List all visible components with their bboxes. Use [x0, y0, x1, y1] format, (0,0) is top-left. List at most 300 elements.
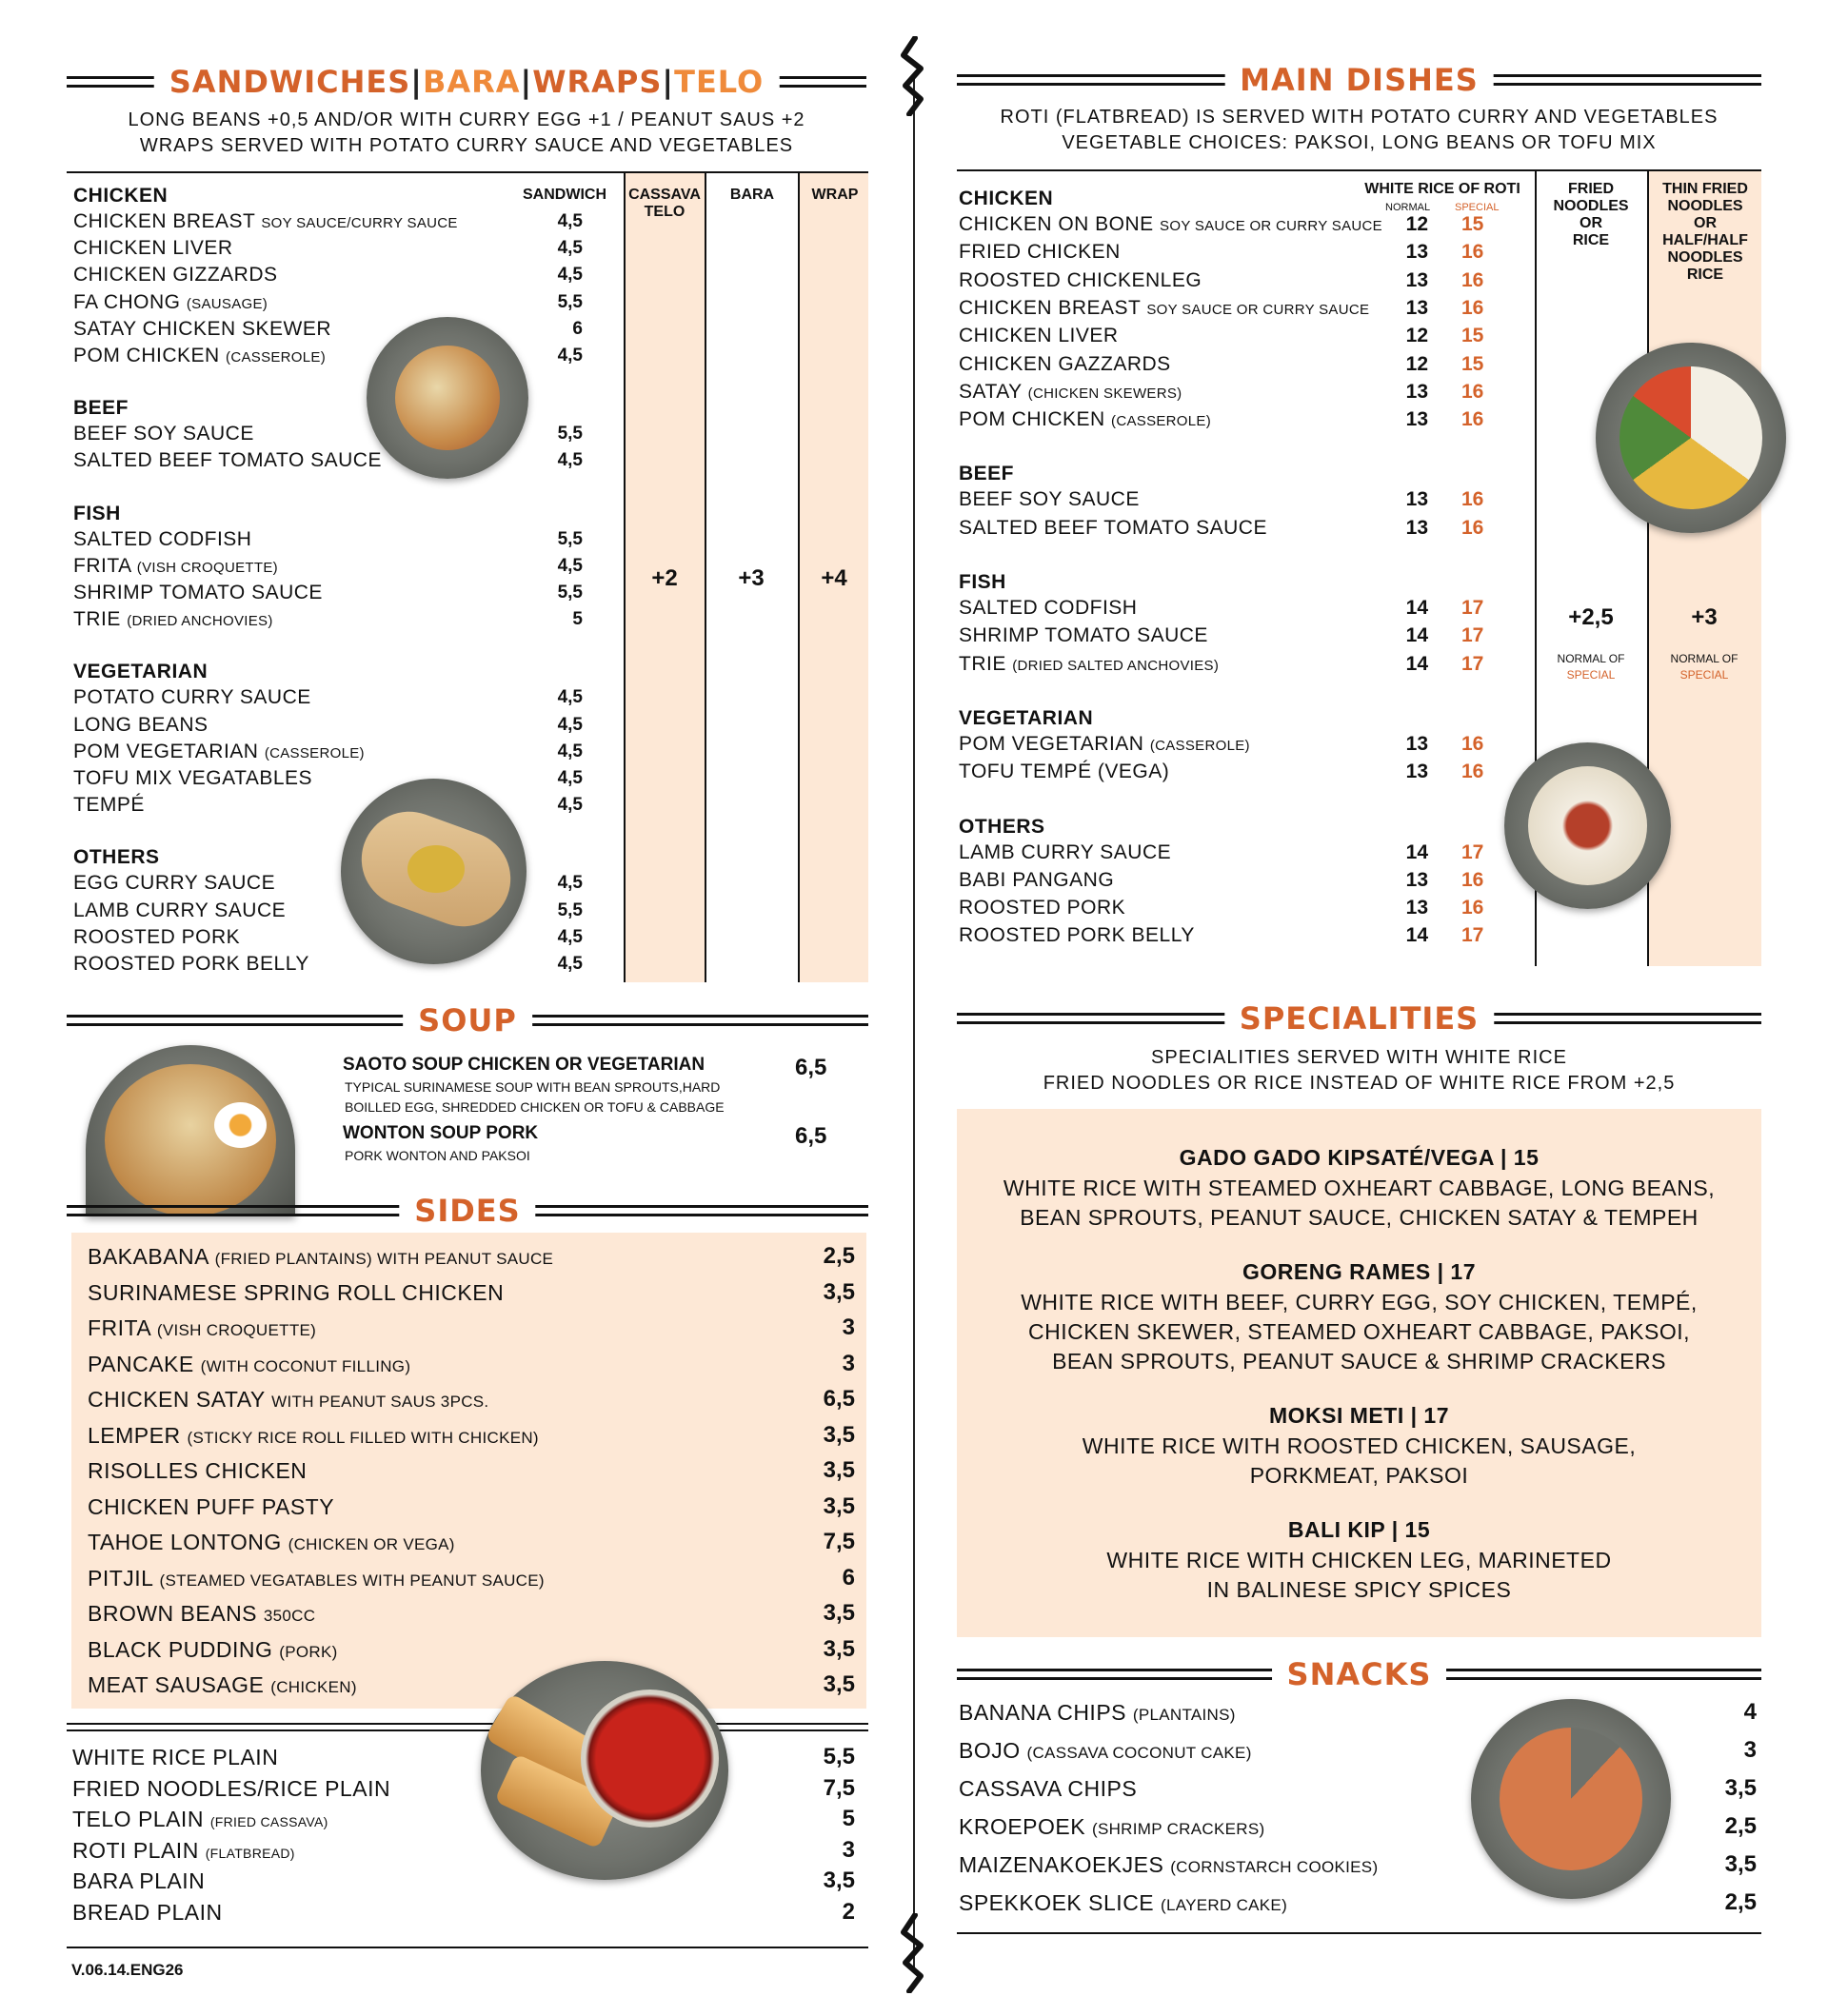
menu-item-name: [959, 379, 1182, 407]
version-label: V.06.14.ENG26: [71, 1961, 184, 1979]
plain-item-price: 2: [842, 1898, 855, 1925]
plain-item-name: [72, 1775, 390, 1802]
menu-item-name: [959, 651, 1219, 680]
item-name: SALTED BEEF TOMATO SAUCE: [73, 449, 382, 472]
subtitle-line: WRAPS SERVED WITH POTATO CURRY SAUCE AND VEGETABLES: [139, 135, 794, 156]
menu-item-name: [959, 267, 1202, 294]
normal-price: 12: [1405, 213, 1428, 235]
category-heading: VEGETARIAN: [73, 661, 209, 683]
item-name: PANCAKE: [88, 1351, 194, 1376]
speciality-description: WHITE RICE WITH ROOSTED CHICKEN, SAUSAGE,: [1082, 1433, 1637, 1458]
column-header-normal: NORMAL: [1385, 202, 1431, 213]
item-name: SURINAMESE SPRING ROLL CHICKEN: [88, 1279, 505, 1305]
column-header-bara: BARA: [729, 187, 775, 203]
special-price: 16: [1461, 516, 1484, 539]
special-price: 15: [1461, 325, 1484, 347]
normal-price: 13: [1405, 897, 1428, 919]
menu-item-name: [73, 606, 273, 635]
snack-item-name: [959, 1699, 1236, 1729]
item-name: ROOSTED CHICKENLEG: [959, 268, 1202, 291]
special-price: 16: [1461, 380, 1484, 403]
menu-item-name: [73, 553, 278, 582]
item-name: TELO PLAIN: [72, 1807, 204, 1831]
side-item-price: 2,5: [823, 1243, 855, 1269]
normal-price: 13: [1405, 516, 1428, 539]
item-name: LEMPER: [88, 1422, 181, 1448]
normal-price: 13: [1405, 380, 1428, 403]
item-note: (SAUSAGE): [186, 295, 268, 312]
snack-item-price: 3,5: [1724, 1775, 1757, 1801]
item-note: (STICKY RICE ROLL FILLED WITH CHICKEN): [187, 1428, 539, 1447]
menu-item-name: [959, 759, 1169, 785]
item-note: SOY SAUCE OR CURRY SAUCE: [1160, 218, 1382, 234]
item-note: (CHICKEN): [270, 1678, 357, 1696]
side-item-name: [88, 1279, 504, 1306]
side-item-price: 3: [842, 1350, 855, 1376]
category-heading: FISH: [73, 502, 121, 524]
soup-header: [67, 999, 868, 1041]
cake-plate-image: [1471, 1699, 1671, 1899]
column-header-line: CASSAVA: [628, 187, 701, 203]
plain-item-price: 5,5: [823, 1744, 855, 1769]
soup-description: PORK WONTON AND PAKSOI: [345, 1148, 530, 1163]
item-note: WITH PEANUT SAUS 3PCS.: [271, 1393, 489, 1411]
item-name: PITJIL: [88, 1565, 153, 1591]
item-note: (CASSEROLE): [1149, 737, 1250, 754]
fried-surcharge-note: [1548, 651, 1634, 683]
fried-surcharge: +2,5: [1568, 604, 1614, 630]
menu-item-name: [959, 486, 1140, 513]
menu-item-name: [959, 623, 1208, 649]
item-name: SPEKKOEK SLICE: [959, 1890, 1155, 1915]
menu-item-name: [959, 867, 1114, 894]
item-note: (DRIED SALTED ANCHOVIES): [1012, 657, 1220, 674]
menu-item-name: [959, 731, 1250, 760]
item-note: (DRIED ANCHOVIES): [127, 613, 273, 630]
side-item-price: 3,5: [823, 1492, 855, 1519]
menu-item-name: [959, 406, 1211, 435]
item-note: (FLATBREAD): [205, 1845, 295, 1861]
column-header-line: NOODLES: [1667, 249, 1743, 266]
column-header-rice: [1352, 181, 1533, 198]
special-price: 16: [1461, 897, 1484, 919]
speciality-description: IN BALINESE SPICY SPICES: [1206, 1577, 1512, 1602]
speciality-description: WHITE RICE WITH STEAMED OXHEART CABBAGE, LONG BEANS,: [1003, 1176, 1716, 1200]
item-price: 6: [572, 318, 583, 339]
item-price: 5,5: [557, 291, 583, 312]
soup-description: BOILLED EGG, SHREDDED CHICKEN OR TOFU & CABBAGE: [345, 1099, 725, 1115]
item-price: 4,5: [557, 238, 583, 259]
sandwiches-title: SANDWICHES|BARA|WRAPS|TELO: [154, 61, 780, 103]
speciality-description: PORKMEAT, PAKSOI: [1249, 1463, 1469, 1488]
special-price: 17: [1461, 840, 1484, 863]
snack-item-price: 2,5: [1724, 1813, 1757, 1839]
item-name: LAMB CURRY SAUCE: [73, 899, 287, 921]
menu-item-name: [959, 351, 1171, 378]
item-name: SATAY CHICKEN SKEWER: [73, 317, 331, 340]
main-header: [957, 59, 1761, 101]
speciality-description: WHITE RICE WITH BEEF, CURRY EGG, SOY CHICKEN, TEMPÉ,: [1021, 1290, 1698, 1314]
menu-item-name: [959, 922, 1195, 949]
normal-price: 13: [1405, 868, 1428, 891]
menu-item-name: [73, 208, 458, 237]
item-name: CHICKEN GAZZARDS: [959, 352, 1171, 375]
item-name: SALTED CODFISH: [73, 527, 252, 550]
snack-item-price: 4: [1743, 1699, 1757, 1725]
item-note: (VISH CROQUETTE): [136, 559, 278, 576]
item-name: POM CHICKEN: [73, 345, 220, 366]
menu-item-name: [73, 343, 326, 371]
item-name: BEEF SOY SAUCE: [73, 423, 254, 445]
specialities-subtitle: [957, 1045, 1761, 1097]
item-name: SATAY: [959, 380, 1023, 403]
menu-item-name: [73, 870, 275, 897]
column-header-line: WHITE RICE OF ROTI: [1364, 181, 1520, 197]
menu-item-name: [73, 951, 309, 978]
subtitle-line: LONG BEANS +0,5 AND/OR WITH CURRY EGG +1 / PEANUT SAUS +2: [128, 109, 805, 130]
column-header-sandwich: SANDWICH: [523, 187, 606, 203]
thin-surcharge: +3: [1691, 604, 1718, 630]
normal-price: 12: [1405, 325, 1428, 347]
item-name: CHICKEN GIZZARDS: [73, 264, 278, 287]
snacks-header: [957, 1653, 1761, 1695]
item-price: 4,5: [557, 795, 583, 816]
column-header-line: NOODLES: [1667, 198, 1743, 214]
soup-description: TYPICAL SURINAMESE SOUP WITH BEAN SPROUTS,HARD: [345, 1079, 721, 1095]
column-header-line: OR: [1694, 215, 1717, 231]
menu-item-name: [73, 526, 251, 553]
item-note: (WITH COCONUT FILLING): [200, 1356, 411, 1375]
divider-ornament-bottom: [896, 1913, 932, 1993]
column-header-line: RICE: [1686, 267, 1724, 283]
special-price: 16: [1461, 241, 1484, 264]
wrap-dish-image: [341, 779, 527, 964]
side-item-price: 3,5: [823, 1600, 855, 1626]
normal-price: 13: [1405, 488, 1428, 511]
menu-item-name: [73, 765, 312, 792]
side-item-price: 3,5: [823, 1278, 855, 1305]
side-item-name: [88, 1386, 488, 1415]
side-item-name: [88, 1457, 307, 1484]
item-name: CHICKEN PUFF PASTY: [88, 1493, 335, 1519]
soup-title: SOUP: [403, 999, 532, 1041]
item-name: TAHOE LONTONG: [88, 1530, 282, 1554]
side-item-price: 6: [842, 1564, 855, 1591]
side-item-name: [88, 1529, 455, 1558]
item-price: 4,5: [557, 954, 583, 974]
normal-price: 13: [1405, 761, 1428, 783]
side-item-name: [88, 1636, 338, 1666]
item-name: CHICKEN LIVER: [959, 325, 1119, 347]
special-price: 15: [1461, 352, 1484, 375]
item-name: FRIED CHICKEN: [959, 241, 1121, 264]
item-name: CASSAVA CHIPS: [959, 1776, 1138, 1801]
item-name: FA CHONG: [73, 290, 181, 313]
item-name: TEMPÉ: [73, 794, 145, 817]
item-name: EGG CURRY SAUCE: [73, 872, 276, 895]
item-name: TOFU MIX VEGATABLES: [73, 767, 313, 789]
item-price: 4,5: [557, 926, 583, 947]
note-line: NORMAL OF: [1670, 652, 1739, 665]
item-price: 5,5: [557, 528, 583, 549]
item-price: 4,5: [557, 873, 583, 894]
side-item-price: 3,5: [823, 1421, 855, 1448]
menu-item-name: [73, 684, 311, 711]
item-price: 4,5: [557, 768, 583, 788]
menu-item-name: [73, 712, 209, 739]
column-header-line: NOODLES: [1553, 198, 1629, 214]
menu-item-name: [959, 295, 1369, 324]
item-name: CHICKEN SATAY: [88, 1387, 266, 1412]
menu-item-name: [73, 792, 145, 819]
item-price: 4,5: [557, 211, 583, 231]
item-name: BREAD PLAIN: [72, 1899, 223, 1925]
side-item-price: 6,5: [823, 1386, 855, 1412]
item-note: (CHICKEN SKEWERS): [1027, 385, 1182, 402]
normal-price: 14: [1405, 624, 1428, 647]
normal-price: 13: [1405, 408, 1428, 431]
item-price: 4,5: [557, 687, 583, 708]
item-name: POTATO CURRY SAUCE: [73, 686, 311, 709]
side-item-name: [88, 1351, 410, 1380]
item-name: BAKABANA: [88, 1244, 209, 1269]
snack-item-name: [959, 1889, 1287, 1919]
menu-item-name: [73, 316, 331, 343]
item-note: SOY SAUCE/CURRY SAUCE: [261, 215, 458, 231]
menu-item-name: [959, 239, 1121, 266]
plain-item-price: 3: [842, 1836, 855, 1863]
item-name: CHICKEN LIVER: [73, 237, 233, 260]
snack-item-price: 3: [1743, 1737, 1757, 1763]
menu-item-name: [73, 447, 382, 474]
subtitle-line: SPECIALITIES SERVED WITH WHITE RICE: [1151, 1047, 1567, 1068]
plain-item-name: [72, 1899, 223, 1926]
column-header-line: HALF/HALF: [1662, 232, 1748, 248]
item-note: (VISH CROQUETTE): [156, 1321, 317, 1339]
special-price: 16: [1461, 296, 1484, 319]
item-price: 5,5: [557, 424, 583, 445]
category-heading: FISH: [959, 571, 1006, 593]
item-name: LAMB CURRY SAUCE: [959, 840, 1172, 863]
special-price: 16: [1461, 268, 1484, 291]
special-price: 16: [1461, 732, 1484, 755]
side-item-price: 3,5: [823, 1671, 855, 1697]
item-name: ROOSTED PORK: [959, 897, 1126, 919]
special-price: 16: [1461, 488, 1484, 511]
sandwiches-header: [67, 61, 866, 103]
menu-item-name: [73, 924, 240, 951]
speciality-description: BEAN SPROUTS, PEANUT SAUCE & SHRIMP CRACKERS: [1052, 1349, 1666, 1374]
normal-price: 14: [1405, 924, 1428, 947]
column-header-line: OR: [1580, 215, 1602, 231]
page-divider: [913, 76, 915, 1970]
menu-item-name: [959, 895, 1125, 921]
speciality-description: WHITE RICE WITH CHICKEN LEG, MARINETED: [1106, 1548, 1612, 1572]
plain-item-name: [72, 1868, 205, 1894]
item-name: SALTED BEEF TOMATO SAUCE: [959, 516, 1267, 539]
category-heading: CHICKEN: [959, 188, 1054, 209]
item-name: TOFU TEMPÉ (VEGA): [959, 761, 1170, 783]
column-header-special: SPECIAL: [1455, 202, 1500, 213]
menu-item-name: [73, 739, 365, 767]
item-price: 5,5: [557, 899, 583, 920]
item-name: BARA PLAIN: [72, 1868, 206, 1893]
side-item-name: [88, 1422, 539, 1452]
plain-item-name: [72, 1744, 278, 1770]
menu-item-name: [959, 323, 1119, 349]
normal-price: 13: [1405, 732, 1428, 755]
item-name: KROEPOEK: [959, 1814, 1086, 1839]
plain-item-price: 5: [842, 1806, 855, 1831]
column-header-line: TELO: [644, 204, 686, 220]
side-item-name: [88, 1243, 553, 1273]
soup-price: 6,5: [795, 1123, 827, 1149]
column-header-line: FRIED: [1568, 181, 1614, 197]
menu-item-name: [73, 898, 286, 924]
special-price: 16: [1461, 761, 1484, 783]
normal-price: 14: [1405, 597, 1428, 619]
specialities-title: SPECIALITIES: [1224, 998, 1494, 1039]
category-heading: OTHERS: [73, 846, 160, 869]
item-note: (CORNSTARCH COOKIES): [1170, 1858, 1379, 1876]
side-item-price: 3,5: [823, 1457, 855, 1483]
snacks-title: SNACKS: [1272, 1653, 1447, 1695]
item-name: ROTI PLAIN: [72, 1837, 199, 1863]
item-name: CHICKEN BREAST: [73, 210, 255, 232]
special-price: 16: [1461, 408, 1484, 431]
item-name: POM CHICKEN: [959, 408, 1105, 431]
item-name: POM VEGETARIAN: [959, 732, 1144, 755]
snack-item-name: [959, 1813, 1264, 1843]
special-price: 16: [1461, 868, 1484, 891]
item-name: MEAT SAUSAGE: [88, 1672, 265, 1697]
menu-item-name: [959, 840, 1171, 866]
item-note: (PLANTAINS): [1132, 1706, 1236, 1724]
wrap-surcharge: +4: [821, 565, 847, 591]
item-note: (PORK): [279, 1642, 338, 1661]
spring-roll-image: [481, 1661, 728, 1880]
plain-item-price: 3,5: [823, 1868, 855, 1893]
special-price: 17: [1461, 624, 1484, 647]
category-heading: OTHERS: [959, 815, 1045, 838]
column-header-fried: [1538, 181, 1644, 249]
item-price: 4,5: [557, 555, 583, 576]
specialities-header: [957, 998, 1761, 1039]
item-name: BOJO: [959, 1738, 1021, 1763]
column-header-wrap: WRAP: [811, 187, 859, 203]
speciality-title: MOKSI METI | 17: [1268, 1403, 1450, 1428]
rice-plate-image: [1596, 343, 1786, 533]
subtitle-line: ROTI (FLATBREAD) IS SERVED WITH POTATO CURRY AND VEGETABLES: [1000, 107, 1719, 128]
item-name: RISOLLES CHICKEN: [88, 1458, 308, 1483]
sandwiches-subtitle: [67, 108, 866, 159]
item-name: BANANA CHIPS: [959, 1700, 1126, 1725]
menu-item-name: [73, 421, 254, 447]
note-line: SPECIAL: [1566, 668, 1616, 682]
soup-name: SAOTO SOUP CHICKEN OR VEGETARIAN: [343, 1055, 705, 1075]
item-note: (FRIED PLANTAINS) WITH PEANUT SAUCE: [214, 1250, 554, 1268]
snack-item-price: 3,5: [1724, 1851, 1757, 1877]
menu-item-name: [73, 235, 233, 262]
column-header-cassava: [626, 187, 703, 221]
normal-price: 13: [1405, 241, 1428, 264]
side-item-name: [88, 1671, 357, 1701]
snack-item-name: [959, 1851, 1378, 1881]
title-wraps: WRAPS: [532, 64, 663, 100]
item-name: ROOSTED PORK BELLY: [73, 953, 309, 975]
special-price: 15: [1461, 213, 1484, 235]
sides-header: [67, 1190, 868, 1232]
title-telo: TELO: [674, 64, 765, 100]
item-note: (SHRIMP CRACKERS): [1092, 1820, 1265, 1838]
item-name: BLACK PUDDING: [88, 1636, 273, 1662]
speciality-description: CHICKEN SKEWER, STEAMED OXHEART CABBAGE, PAKSOI,: [1028, 1319, 1690, 1344]
category-heading: VEGETARIAN: [959, 706, 1094, 729]
note-line: SPECIAL: [1679, 668, 1729, 682]
thin-surcharge-note: [1661, 651, 1747, 683]
menu-item-name: [73, 580, 323, 606]
item-price: 5: [572, 609, 583, 630]
bara-surcharge: +3: [738, 565, 765, 591]
speciality-title: GORENG RAMES | 17: [1242, 1259, 1476, 1284]
item-name: FRITA: [88, 1315, 150, 1340]
column-header-line: RICE: [1572, 232, 1610, 248]
item-note: (CHICKEN OR VEGA): [288, 1535, 455, 1553]
side-item-price: 3,5: [823, 1635, 855, 1662]
item-name: BEEF SOY SAUCE: [959, 488, 1140, 511]
side-item-price: 7,5: [823, 1529, 855, 1554]
speciality-description: BEAN SPROUTS, PEANUT SAUCE, CHICKEN SATAY & TEMPEH: [1020, 1205, 1699, 1230]
subtitle-line: FRIED NOODLES OR RICE INSTEAD OF WHITE RICE FROM +2,5: [1043, 1073, 1676, 1094]
title-bara: BARA: [422, 64, 521, 100]
item-name: CHICKEN BREAST: [959, 296, 1141, 319]
plain-item-name: [72, 1837, 295, 1867]
normal-price: 14: [1405, 652, 1428, 675]
item-note: (CASSEROLE): [1111, 413, 1212, 430]
menu-item-name: [73, 262, 278, 288]
item-name: LONG BEANS: [73, 713, 209, 736]
snack-item-name: [959, 1775, 1137, 1802]
sides-title: SIDES: [399, 1190, 535, 1232]
item-name: ROOSTED PORK: [73, 925, 241, 948]
side-item-price: 3: [842, 1314, 855, 1340]
item-name: MAIZENAKOEKJES: [959, 1852, 1164, 1877]
item-name: WHITE RICE PLAIN: [72, 1745, 279, 1769]
normal-price: 13: [1405, 268, 1428, 291]
snack-item-name: [959, 1737, 1252, 1767]
item-note: (FRIED CASSAVA): [209, 1814, 328, 1829]
item-price: 4,5: [557, 741, 583, 761]
side-item-name: [88, 1314, 316, 1344]
menu-item-name: [959, 595, 1137, 622]
item-price: 4,5: [557, 450, 583, 471]
category-heading: CHICKEN: [73, 185, 169, 207]
side-item-name: [88, 1493, 334, 1520]
item-name: FRIED NOODLES/RICE PLAIN: [72, 1775, 391, 1801]
item-note: (LAYERD CAKE): [1161, 1896, 1288, 1914]
speciality-title: BALI KIP | 15: [1287, 1517, 1431, 1542]
item-price: 5,5: [557, 583, 583, 603]
menu-item-name: [959, 515, 1267, 542]
special-price: 17: [1461, 924, 1484, 947]
fried-rice-image: [1504, 742, 1671, 909]
item-note: 350CC: [263, 1607, 316, 1625]
item-name: ROOSTED PORK BELLY: [959, 924, 1195, 947]
column-header-thin: [1652, 181, 1758, 284]
normal-price: 12: [1405, 352, 1428, 375]
divider-ornament-top: [896, 36, 932, 116]
side-item-name: [88, 1565, 545, 1594]
